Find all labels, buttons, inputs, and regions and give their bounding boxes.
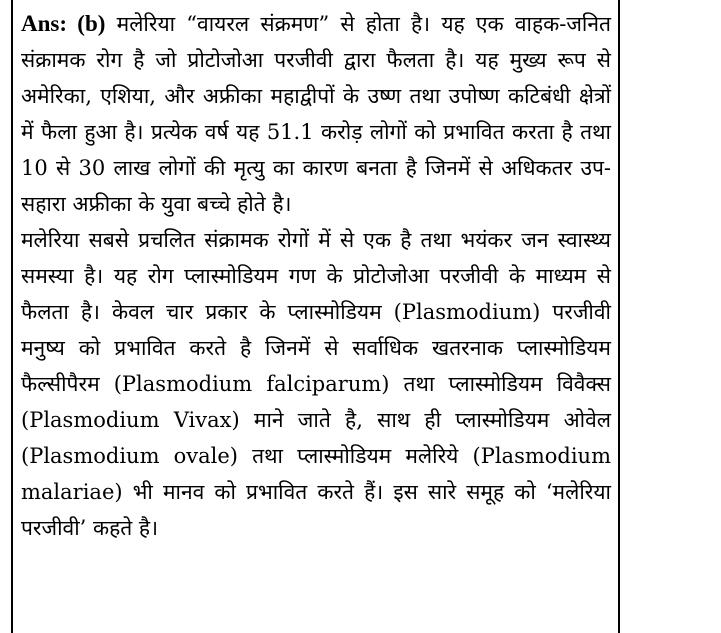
answer-paragraph-2: मलेरिया सबसे प्रचलित संक्रामक रोगों में से एक है तथा भयंकर जन स्वास्थ्य समस्या है। यह रोग प्लास्मोडियम गण के प्रोटोजोआ परजीवी के माध्यम से फैलता है। केवल चार प्रकार के प्लास्मोडियम (Plasmodium) परजीवी मनुष्य को प्रभावित करते है जिनमें से सर्वाधिक खतरनाक प्लास्मोडियम फैल्सीपैरम (Plasmodium falciparum) तथा प्लास्मोडियम विवैक्स (Plasmodium Vivax) माने जाते है, साथ ही प्लास्मोडियम ओवेल (Plasmodium ovale) तथा प्लास्मोडियम मलेरिये (Plasmodium malariae) भी मानव को प्रभावित करते हैं। इस सारे समूह को ‘मलेरिया परजीवी’ कहते है। xyxy=(21,228,611,540)
answer-paragraph-1-text: मलेरिया “वायरल संक्रमण” से होता है। यह एक वाहक-जनित संक्रामक रोग है जो प्रोटोजोआ परजीवी द्वारा फैलता है। यह मुख्य रूप से अमेरिका, एशिया, और अफ्रीका महाद्वीपों के उष्ण तथा उपोष्ण कटिबंधी क्षेत्रों में फैला हुआ है। प्रत्येक वर्ष यह 51.1 करोड़ लोगों को प्रभावित करता है तथा 10 से 30 लाख लोगों की मृत्यु का कारण बनता है जिनमें से अधिकतर उप-सहारा अफ्रीका के युवा बच्चे होते है। xyxy=(21,12,611,216)
answer-paragraph-1 xyxy=(21,6,611,222)
answer-label: Ans: (b) xyxy=(21,11,106,36)
answer-box xyxy=(11,0,620,633)
